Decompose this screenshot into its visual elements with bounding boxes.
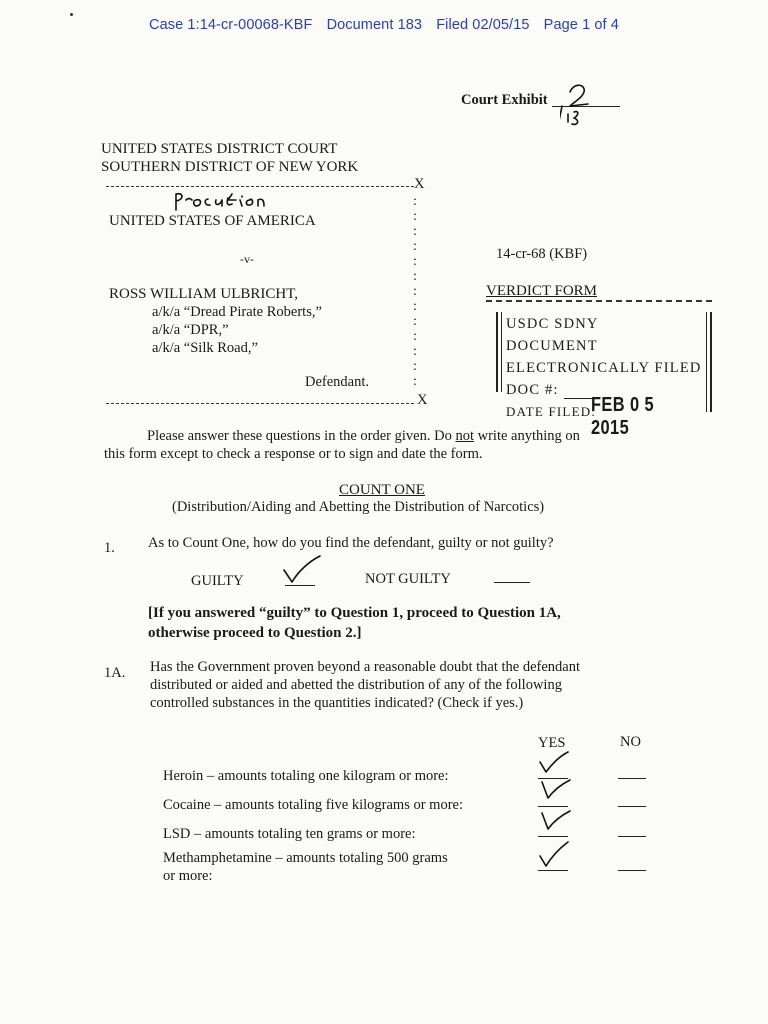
plaintiff-name: UNITED STATES OF AMERICA	[109, 213, 316, 229]
instructions-not: not	[455, 428, 474, 444]
not-guilty-label: NOT GUILTY	[365, 571, 451, 587]
guilty-label: GUILTY	[191, 573, 244, 589]
q1-instruction-line2: otherwise proceed to Question 2.]	[148, 625, 362, 641]
caption-bottom-rule	[106, 403, 414, 404]
caption-top-rule	[106, 186, 414, 187]
yes-column-header: YES	[538, 735, 566, 751]
methamphetamine-yes-blank	[538, 870, 568, 871]
heroin-checkmark	[536, 750, 576, 780]
q1a-line3: controlled substances in the quantities indicated? (Check if yes.)	[150, 695, 524, 711]
substance-lsd: LSD – amounts totaling ten grams or more:	[163, 826, 416, 842]
stamp-date: FEB 0 5 2015	[591, 394, 655, 439]
verdict-form-title: VERDICT FORM	[486, 283, 597, 299]
defendant-label: Defendant.	[305, 374, 370, 390]
aka-1: a/k/a “Dread Pirate Roberts,”	[152, 304, 322, 320]
instructions-line1	[147, 428, 580, 445]
caption-x-bottom: X	[417, 392, 428, 408]
q1a-number: 1A.	[104, 665, 126, 681]
caption-x-top: X	[414, 176, 425, 192]
count-one-subtitle: (Distribution/Aiding and Abetting the Distribution of Narcotics)	[172, 499, 545, 515]
lsd-no-blank	[618, 836, 646, 837]
caption-colon-column: : : : : : : : : : : : : :	[413, 194, 417, 389]
cocaine-checkmark	[536, 778, 576, 808]
stamp-left-bar	[496, 312, 502, 392]
page-count-header: Page 1 of 4	[543, 17, 619, 33]
court-name-line1: UNITED STATES DISTRICT COURT	[101, 141, 338, 157]
count-one-title: COUNT ONE	[339, 482, 425, 498]
scan-speck	[70, 13, 73, 16]
versus-label: -v-	[240, 252, 254, 266]
court-name-line2: SOUTHERN DISTRICT OF NEW YORK	[101, 159, 359, 175]
stamp-right-bar	[706, 312, 712, 412]
case-number-header: Case 1:14-cr-00068-KBF	[149, 17, 313, 33]
lsd-checkmark	[536, 805, 576, 835]
q1a-line1: Has the Government proven beyond a reasonable doubt that the defendant	[150, 659, 581, 675]
stamp-line-usdc: USDC SDNY	[506, 316, 599, 332]
lsd-yes-blank	[538, 836, 568, 837]
q1-text: As to Count One, how do you find the defendant, guilty or not guilty?	[148, 535, 554, 551]
defendant-name: ROSS WILLIAM ULBRICHT,	[109, 286, 299, 302]
instructions-suffix: write anything on	[473, 428, 580, 444]
exhibit-handwriting	[560, 80, 620, 140]
not-guilty-blank	[494, 582, 530, 583]
court-exhibit-label: Court Exhibit	[461, 92, 548, 108]
stamp-line-date-filed: DATE FILED:	[506, 404, 597, 419]
stamp-line-efiled: ELECTRONICALLY FILED	[506, 360, 702, 376]
substance-heroin: Heroin – amounts totaling one kilogram or more:	[163, 768, 449, 784]
methamphetamine-checkmark	[536, 840, 576, 870]
aka-3: a/k/a “Silk Road,”	[152, 340, 258, 356]
substance-methamphetamine: Methamphetamine – amounts totaling 500 grams	[163, 850, 448, 866]
instructions-line2: this form except to check a response or to sign and date the form.	[104, 446, 483, 462]
filed-date-header: Filed 02/05/15	[436, 17, 530, 33]
instructions-prefix: Please answer these questions in the order given. Do	[147, 428, 456, 444]
substance-methamphetamine-line2: or more:	[163, 868, 213, 884]
stamp-line-doc-number: DOC #:	[506, 382, 559, 398]
aka-2: a/k/a “DPR,”	[152, 322, 229, 338]
q1-instruction-line1: [If you answered “guilty” to Question 1, proceed to Question 1A,	[148, 605, 561, 621]
cocaine-no-blank	[618, 806, 646, 807]
q1-number: 1.	[104, 540, 115, 556]
methamphetamine-no-blank	[618, 870, 646, 871]
ecf-header	[0, 17, 768, 33]
stamp-doc-blank	[564, 398, 594, 399]
substance-cocaine: Cocaine – amounts totaling five kilograms or more:	[163, 797, 464, 813]
stamp-line-document: DOCUMENT	[506, 338, 598, 354]
q1a-line2: distributed or aided and abetted the distribution of any of the following	[150, 677, 562, 693]
case-number: 14-cr-68 (KBF)	[496, 246, 588, 262]
heroin-no-blank	[618, 778, 646, 779]
no-column-header: NO	[620, 734, 641, 750]
guilty-checkmark	[280, 554, 324, 588]
document-number-header: Document 183	[326, 17, 423, 33]
